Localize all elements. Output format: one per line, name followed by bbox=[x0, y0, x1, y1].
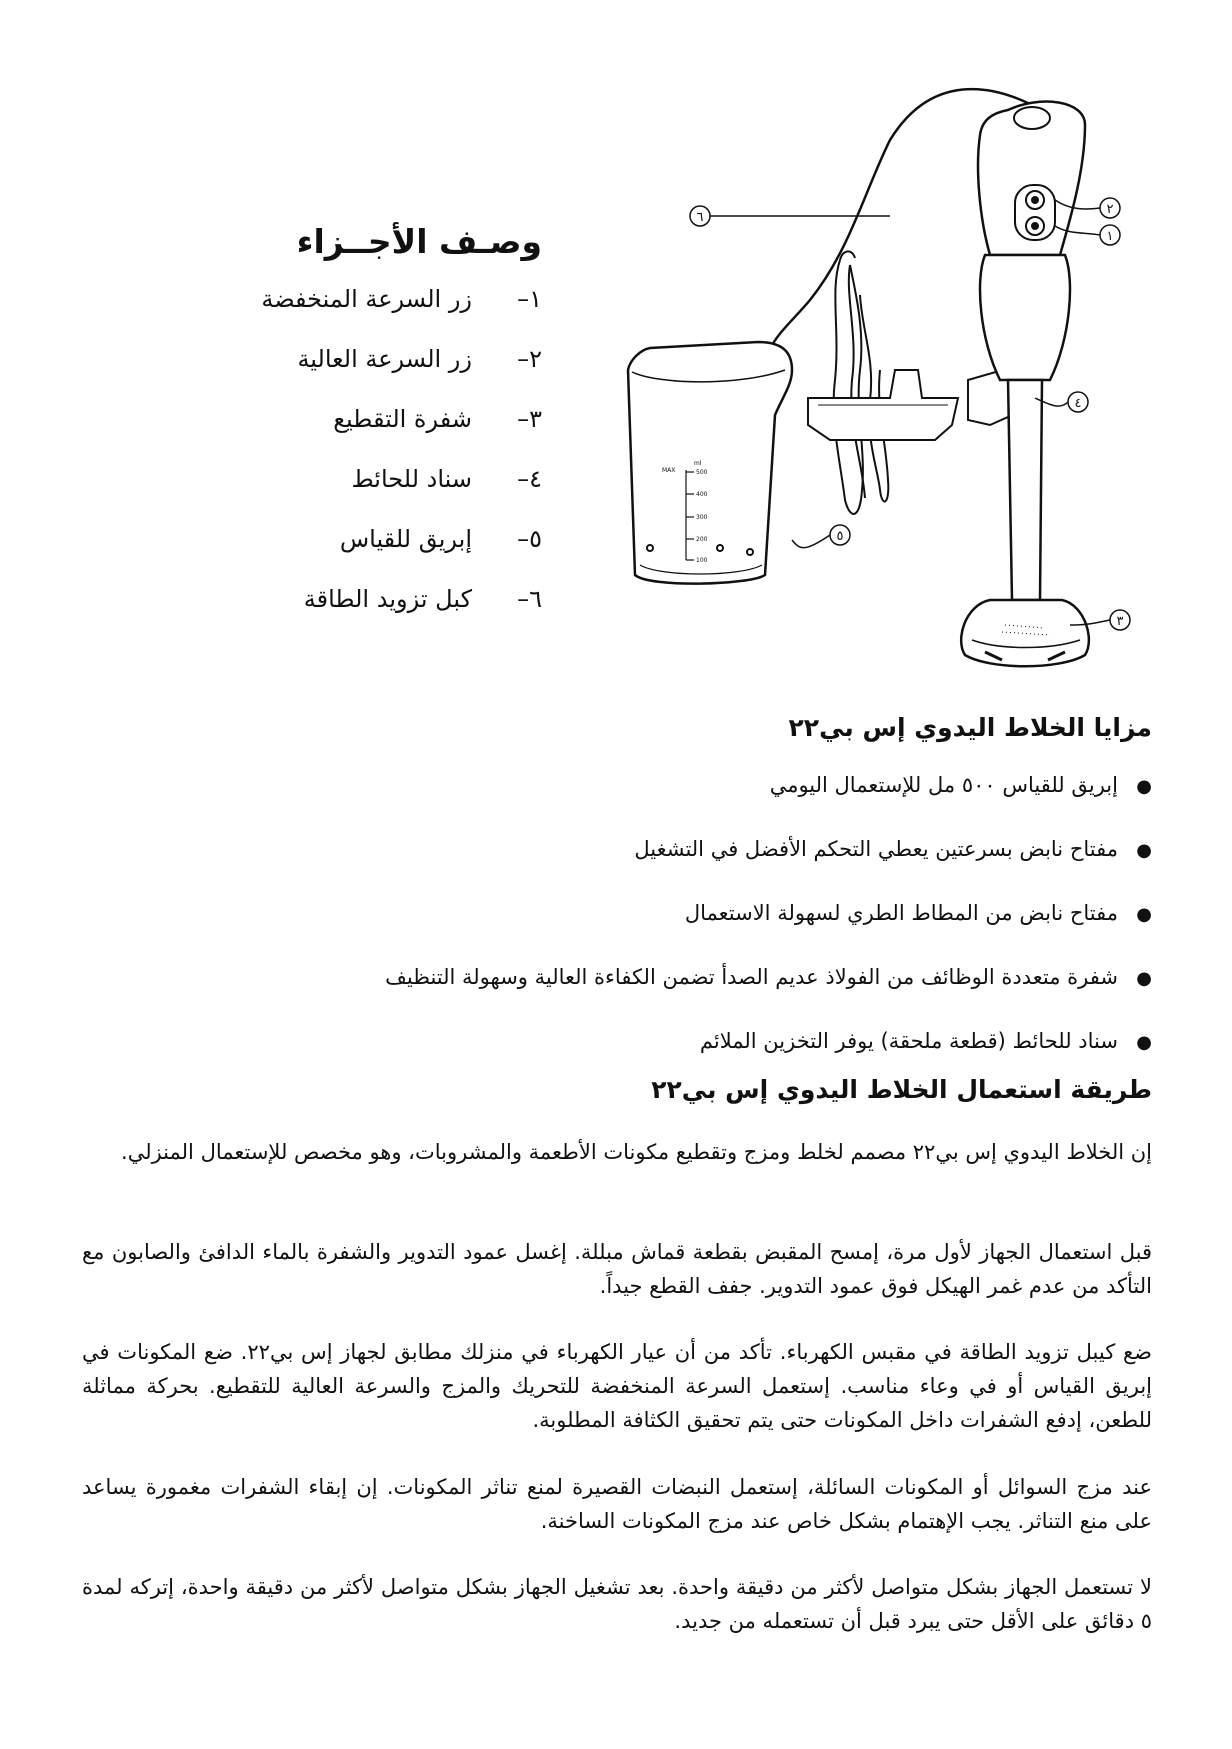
feature-item bbox=[385, 773, 1152, 837]
part-number: ١– bbox=[517, 285, 542, 313]
part-item bbox=[261, 465, 542, 525]
jug-mark-400: 400 bbox=[696, 491, 708, 498]
bullet-icon: ● bbox=[1136, 904, 1152, 925]
usage-paragraph: قبل استعمال الجهاز لأول مرة، إمسح المقبض بقطعة قماش مبللة. إغسل عمود التدوير والشفرة بالماء الدافئ والصابون مع التأكد من عدم غمر الهيكل فوق عمود التدوير. جفف القطع جيداً. bbox=[82, 1240, 1152, 1298]
part-label: زر السرعة العالية bbox=[297, 345, 472, 373]
callout-2: ٢ bbox=[1106, 202, 1114, 217]
feature-item bbox=[385, 965, 1152, 1029]
feature-item bbox=[385, 837, 1152, 901]
feature-text: إبريق للقياس ٥٠٠ مل للإستعمال اليومي bbox=[769, 773, 1118, 797]
hand-blender-illustration bbox=[662, 80, 1160, 680]
part-item bbox=[261, 405, 542, 465]
jug-mark-500: 500 bbox=[696, 469, 708, 476]
bullet-icon: ● bbox=[1136, 840, 1152, 861]
callout-5: ٥ bbox=[836, 529, 844, 544]
usage-paragraph: لا تستعمل الجهاز بشكل متواصل لأكثر من دقيقة واحدة. بعد تشغيل الجهاز بشكل متواصل لأكثر من دقيقة واحدة، إتركه لمدة ٥ دقائق على الأقل حتى يبرد قبل أن تستعمله من جديد. bbox=[82, 1575, 1152, 1633]
part-label: كبل تزويد الطاقة bbox=[303, 585, 472, 613]
usage-heading: طريقة استعمال الخلاط اليدوي إس بي٢٢ bbox=[651, 1075, 1152, 1104]
blade-guard bbox=[961, 600, 1089, 666]
part-number: ٣– bbox=[517, 405, 542, 433]
jug-mark-300: 300 bbox=[696, 514, 708, 521]
callout-4: ٤ bbox=[1074, 396, 1082, 411]
usage-paragraph: عند مزج السوائل أو المكونات السائلة، إستعمل النبضات القصيرة لمنع تناثر المكونات. إن إبقاء الشفرات مغمورة يساعد على منع التناثر. يجب الإهتمام بشكل خاص عند مزج المكونات الساخنة. bbox=[82, 1475, 1152, 1533]
parts-list bbox=[261, 285, 542, 645]
part-label: إبريق للقياس bbox=[339, 525, 472, 553]
part-number: ٥– bbox=[517, 525, 542, 553]
feature-item bbox=[385, 901, 1152, 965]
features-heading: مزايا الخلاط اليدوي إس بي٢٢ bbox=[788, 713, 1152, 742]
parts-title: وصـف الأجــزاء bbox=[296, 222, 542, 261]
part-number: ٢– bbox=[517, 345, 542, 373]
part-item bbox=[261, 345, 542, 405]
bullet-icon: ● bbox=[1136, 1032, 1152, 1053]
feature-text: شفرة متعددة الوظائف من الفولاذ عديم الصدأ تضمن الكفاءة العالية وسهولة التنظيف bbox=[385, 965, 1118, 989]
part-label: سناد للحائط bbox=[351, 465, 472, 493]
part-number: ٦– bbox=[517, 585, 542, 613]
part-item bbox=[261, 525, 542, 585]
blender-body bbox=[980, 255, 1070, 380]
feature-text: مفتاح نابض من المطاط الطري لسهولة الاستعمال bbox=[684, 901, 1118, 925]
part-label: زر السرعة المنخفضة bbox=[261, 285, 472, 313]
part-number: ٤– bbox=[517, 465, 542, 493]
part-item bbox=[261, 585, 542, 645]
usage-paragraph: إن الخلاط اليدوي إس بي٢٢ مصمم لخلط ومزج وتقطيع مكونات الأطعمة والمشروبات، وهو مخصص للإستعمال المنزلي. bbox=[121, 1140, 1152, 1164]
callout-6: ٦ bbox=[696, 210, 704, 225]
bullet-icon: ● bbox=[1136, 776, 1152, 797]
bullet-icon: ● bbox=[1136, 968, 1152, 989]
feature-text: سناد للحائط (قطعة ملحقة) يوفر التخزين الملائم bbox=[699, 1029, 1118, 1053]
jug-mark-100: 100 bbox=[696, 557, 708, 564]
blender-shaft bbox=[1008, 380, 1042, 600]
feature-text: مفتاح نابض بسرعتين يعطي التحكم الأفضل في التشغيل bbox=[634, 837, 1118, 861]
coiled-cable bbox=[834, 251, 889, 514]
jug-scale-max: MAX bbox=[662, 467, 676, 474]
features-list bbox=[385, 773, 1152, 1093]
jug-scale-unit: ml bbox=[694, 460, 702, 467]
usage-paragraph: ضع كيبل تزويد الطاقة في مقبس الكهرباء. تأكد من أن عيار الكهرباء في منزلك مطابق لجهاز إس بي٢٢. ضع المكونات في إبريق القياس أو في وعاء مناسب. إستعمل السرعة المنخفضة للتحريك والمزج والسرعة العالية للتقطيع. بحركة مماثلة للطعن، إدفع الشفرات داخل المكونات حتى يتم تحقيق الكثافة المطلوبة. bbox=[82, 1340, 1152, 1432]
callout-3: ٣ bbox=[1116, 614, 1124, 629]
jug-mark-200: 200 bbox=[696, 536, 708, 543]
part-label: شفرة التقطيع bbox=[333, 405, 472, 433]
callout-1: ١ bbox=[1106, 229, 1114, 244]
part-item bbox=[261, 285, 542, 345]
